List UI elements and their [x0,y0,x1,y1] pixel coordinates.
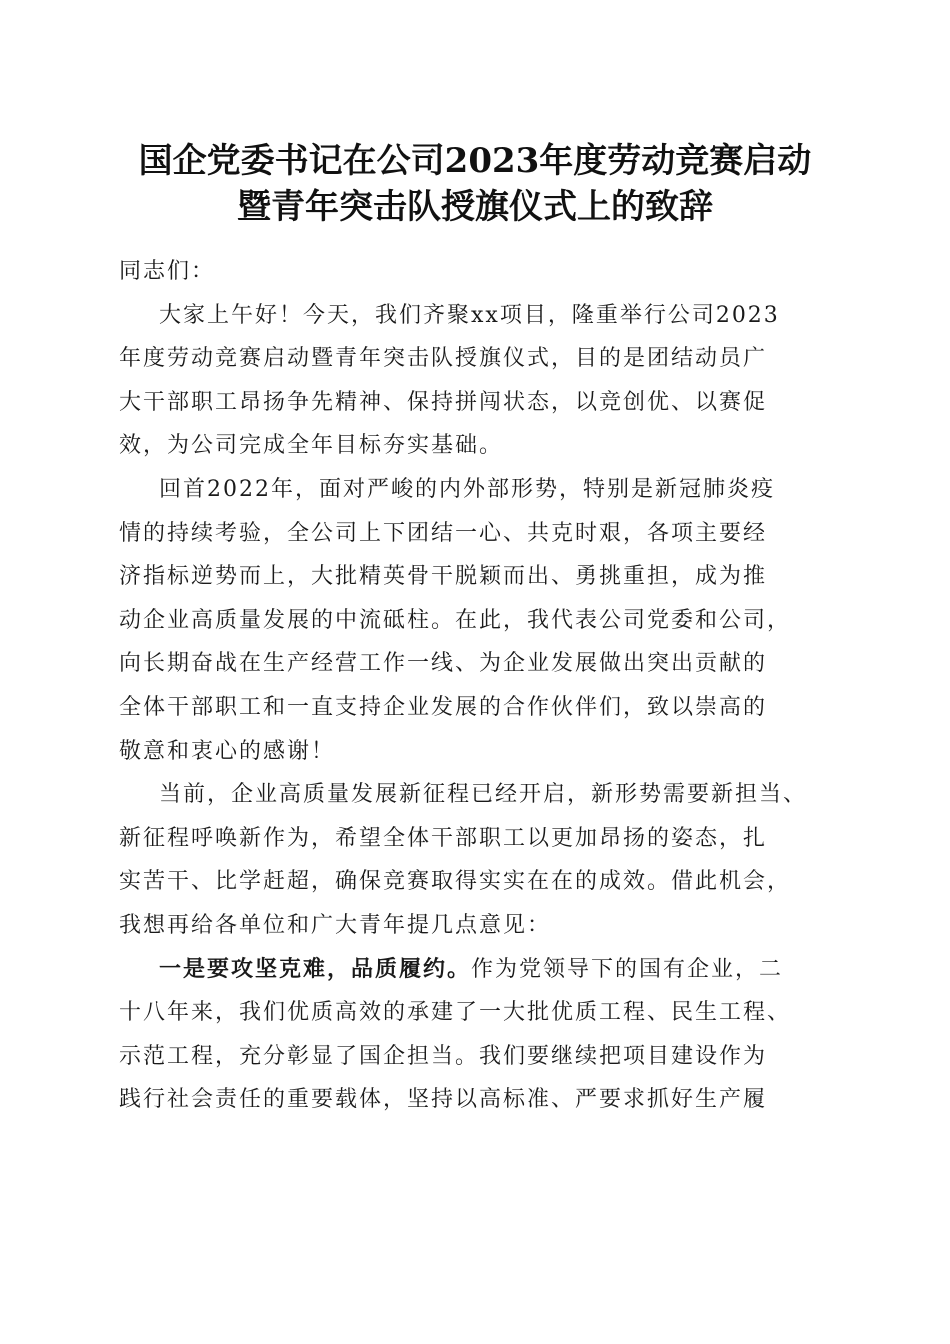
paragraph-line: 示范工程，充分彰显了国企担当。我们要继续把项目建设作为 [119,1043,768,1069]
paragraph-line [119,948,841,992]
paragraph-line: 十八年来，我们优质高效的承建了一大批优质工程、民生工程、 [119,1000,792,1026]
paragraph-line: 全体干部职工和一直支持企业发展的合作伙伴们，致以崇高的 [119,694,768,720]
title-line-2: 暨青年突击队授旗仪式上的致辞 [237,187,713,227]
point-heading: 一是要攻坚克难，品质履约。 [159,955,472,982]
paragraph-line: 新征程呼唤新作为，希望全体干部职工以更加昂扬的姿态，扎 [119,825,768,851]
paragraph-line: 济指标逆势而上，大批精英骨干脱颖而出、勇挑重担，成为推 [119,564,768,590]
paragraph-line: 效，为公司完成全年目标夯实基础。 [119,433,504,459]
paragraph-line: 我想再给各单位和广大青年提几点意见： [119,912,552,938]
point-text: 作为党领导下的国有企业，二 [471,956,784,982]
paragraph-line: 大干部职工昂扬争先精神、保持拼闯状态，以竞创优、以赛促 [119,389,768,415]
paragraph-line: 向长期奋战在生产经营工作一线、为企业发展做出突出贡献的 [119,651,768,677]
paragraph-line: 践行社会责任的重要载体，坚持以高标准、严要求抓好生产履 [119,1087,768,1113]
paragraph-line: 动企业高质量发展的中流砥柱。在此，我代表公司党委和公司， [119,607,792,633]
document-body [119,250,841,1122]
paragraph-review [119,468,841,773]
paragraph-line: 大家上午好！今天，我们齐聚xx项目，隆重举行公司2023 [159,302,780,328]
paragraph-line: 情的持续考验，全公司上下团结一心、共克时艰，各项主要经 [119,520,768,546]
paragraph-line: 年度劳动竞赛启动暨青年突击队授旗仪式，目的是团结动员广 [119,346,768,372]
paragraph-line: 实苦干、比学赶超，确保竞赛取得实实在在的成效。借此机会， [119,869,792,895]
paragraph-line: 当前，企业高质量发展新征程已经开启，新形势需要新担当、 [159,782,808,808]
paragraph-line: 回首2022年，面对严峻的内外部形势，特别是新冠肺炎疫 [159,476,775,502]
paragraph-current [119,773,841,947]
paragraph-line: 敬意和衷心的感谢！ [119,738,336,764]
paragraph-greeting [119,294,841,468]
document-title [100,138,850,230]
salutation: 同志们： [119,259,216,284]
title-line-1: 国企党委书记在公司2023年度劳动竞赛启动 [138,141,812,181]
paragraph-point-one [119,948,841,1122]
